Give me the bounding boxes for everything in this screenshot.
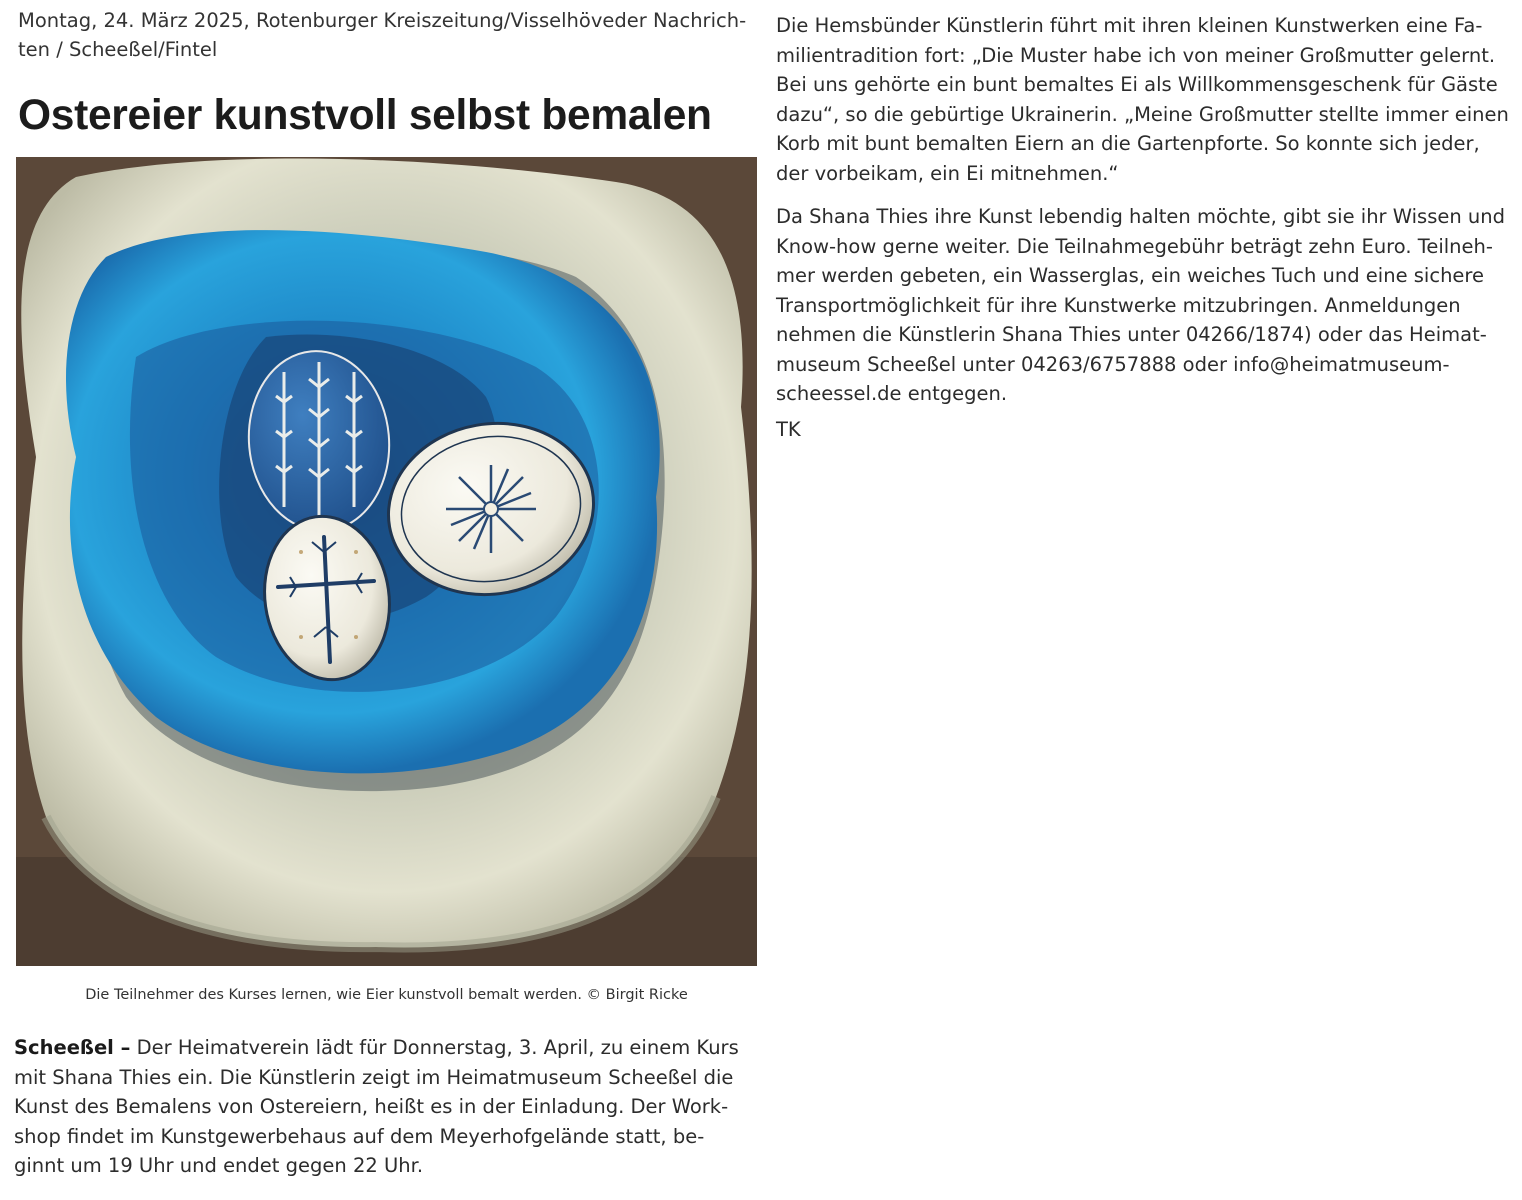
lead-line-4: shop findet im Kunstgewerbehaus auf dem Meyerhofgelände statt, be- xyxy=(14,1124,705,1148)
p3-line-5: nehmen die Künstlerin Shana Thies unter 04266/1874) oder das Heimat- xyxy=(776,323,1487,346)
location-tag: Scheeßel – xyxy=(14,1036,131,1059)
p2-line-6: der vorbeikam, ein Ei mitnehmen.“ xyxy=(776,161,1119,185)
dateline xyxy=(18,6,758,64)
easter-eggs-in-bowl-photo xyxy=(16,157,757,966)
p2-line-1: Die Hemsbünder Künstlerin führt mit ihren kleinen Kunstwerken eine Fa- xyxy=(776,14,1483,37)
p3-line-2: Know-how gerne weiter. Die Teilnahmegebühr beträgt zehn Euro. Teilneh- xyxy=(776,234,1493,258)
paragraph-registration xyxy=(776,202,1518,409)
photo-caption: Die Teilnehmer des Kurses lernen, wie Eier kunstvoll bemalt werden. © Birgit Ricke xyxy=(85,987,688,1003)
p3-line-1: Da Shana Thies ihre Kunst lebendig halten möchte, gibt sie ihr Wissen und xyxy=(776,205,1506,228)
right-column xyxy=(776,11,1518,409)
p3-line-6: museum Scheeßel unter 04263/6757888 oder info@heimatmuseum- xyxy=(776,352,1450,376)
lead-line-1: Der Heimatverein lädt für Donnerstag, 3. April, zu einem Kurs xyxy=(136,1036,739,1059)
p3-line-3: mer werden gebeten, ein Wasserglas, ein weiches Tuch und eine sichere xyxy=(776,264,1485,287)
p2-line-2: milientradition fort: „Die Muster habe ich von meiner Großmutter gelernt. xyxy=(776,43,1496,67)
p2-line-3: Bei uns gehörte ein bunt bemaltes Ei als Willkommensgeschenk für Gäste xyxy=(776,73,1498,96)
paragraph-tradition xyxy=(776,11,1518,188)
headline: Ostereier kunstvoll selbst bemalen xyxy=(18,92,712,139)
author-signature: TK xyxy=(776,418,801,441)
article-photo xyxy=(16,157,757,966)
dateline-line-1: Montag, 24. März 2025, Rotenburger Kreiszeitung/Visselhöveder Nachrich- xyxy=(18,9,747,32)
lead-line-2: mit Shana Thies ein. Die Künstlerin zeigt im Heimatmuseum Scheeßel die xyxy=(14,1065,734,1089)
lead-paragraph xyxy=(14,1033,759,1181)
p3-line-4: Transportmöglichkeit für ihre Kunstwerke mitzubringen. Anmeldungen xyxy=(776,293,1461,317)
dateline-line-2: ten / Scheeßel/Fintel xyxy=(18,38,218,61)
lead-line-3: Kunst des Bemalens von Ostereiern, heißt es in der Einladung. Der Work- xyxy=(14,1095,729,1118)
lead-line-5: ginnt um 19 Uhr und endet gegen 22 Uhr. xyxy=(14,1154,424,1177)
p3-line-7: scheessel.de entgegen. xyxy=(776,382,1008,405)
p2-line-4: dazu“, so die gebürtige Ukrainerin. „Meine Großmutter stellte immer einen xyxy=(776,102,1509,126)
p2-line-5: Korb mit bunt bemalten Eiern an die Gartenpforte. So konnte sich jeder, xyxy=(776,132,1480,155)
